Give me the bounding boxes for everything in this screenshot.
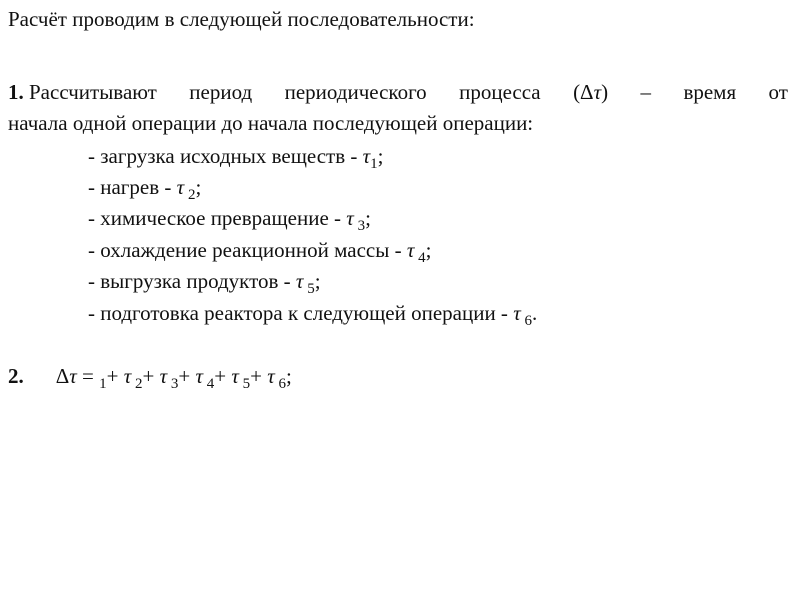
step1-number: 1. — [8, 80, 24, 104]
step2-number: 2. — [8, 364, 24, 388]
step2-formula: 2. Δτ = $_1$+ τ $_2$+ τ $_3$+ τ $_4$+ τ $_5$+ τ $_6$; — [8, 364, 292, 392]
step1-w2: период — [189, 80, 253, 104]
heading: Расчёт проводим в следующей последовательности: — [8, 7, 475, 31]
step1-line2: начала одной операции до начала последующей операции: — [8, 111, 534, 135]
list-item: - химическое превращение - τ $_3$; — [88, 206, 371, 234]
list-item: - охлаждение реакционной массы - τ $_4$; — [88, 238, 432, 266]
step1-w7: время — [683, 80, 737, 104]
list-item: - выгрузка продуктов - τ $_5$; — [88, 269, 321, 297]
list-item: - нагрев - τ $_2$; — [88, 175, 202, 203]
step1-line1 — [8, 79, 788, 105]
step1-w3: периодического — [284, 80, 427, 104]
step1-w5: (Δτ) — [573, 80, 609, 104]
step1-w4: процесса — [459, 80, 541, 104]
step1-w6: – — [640, 80, 652, 104]
step1-w1: 1. Рассчитывают — [8, 80, 157, 104]
step1-w8: от — [768, 80, 788, 104]
list-item: - загрузка исходных веществ - $\tau_1$; — [88, 144, 384, 172]
list-item: - подготовка реактора к следующей операции - τ $_6$. — [88, 301, 538, 329]
